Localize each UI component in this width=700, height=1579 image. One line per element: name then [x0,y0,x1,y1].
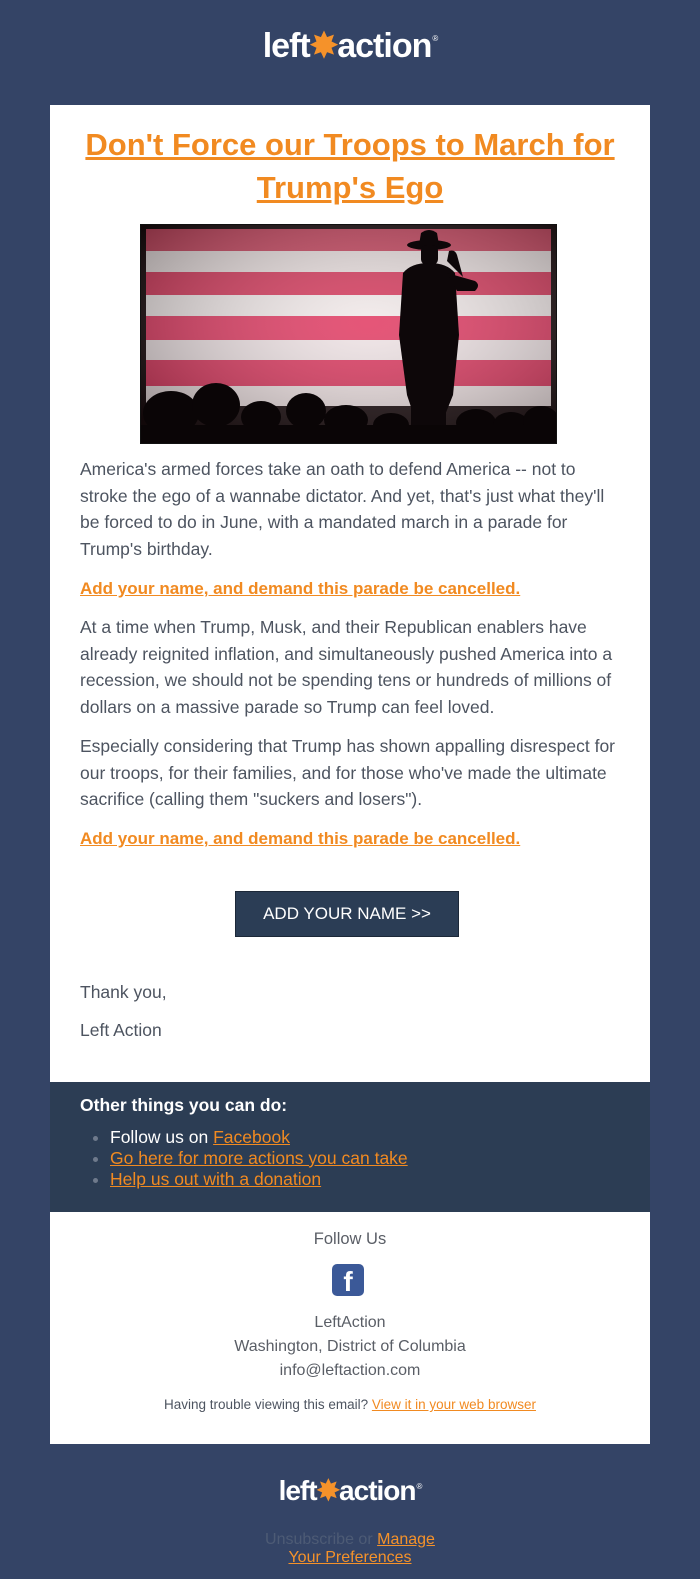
other-actions-panel [50,1082,650,1213]
facebook-icon[interactable]: f [332,1264,364,1296]
cta-link-bottom[interactable]: Add your name, and demand this parade be cancelled. [80,829,521,848]
logo-left-text: left [262,27,310,65]
logo-right-text: action [337,27,432,65]
paragraph-intro: America's armed forces take an oath to defend America -- not to stroke the ego of a wannabe dictator. And yet, that's just what they'll be forced to do in June, with a mandated march in a parade for Trump's birthday. [80,459,605,559]
soldier-salute-image [141,225,556,443]
leftaction-logo-footer [0,1474,700,1507]
list-item-donate [110,1169,408,1190]
list-item-follow [110,1127,408,1148]
view-in-browser-link[interactable]: View it in your web browser [371,1397,536,1412]
hero-image [140,224,557,444]
add-your-name-button[interactable]: ADD YOUR NAME >> [235,891,459,937]
thank-you-text: Thank you, [80,982,167,1002]
preferences-link[interactable]: Your Preferences [288,1549,412,1566]
leftaction-logo [0,26,700,66]
follow-us-label: Follow Us [313,1230,387,1248]
unsubscribe-text[interactable]: Unsubscribe [265,1531,354,1548]
registered-mark: ® [416,1482,422,1491]
org-name: LeftAction [314,1314,386,1331]
more-actions-link[interactable]: Go here for more actions you can take [110,1148,408,1168]
logo-star-icon: ✸ [316,1475,340,1506]
facebook-link[interactable]: Facebook [213,1127,290,1147]
other-actions-heading: Other things you can do: [80,1095,288,1115]
signature-text: Left Action [80,1020,162,1040]
cta-link-top[interactable]: Add your name, and demand this parade be cancelled. [80,579,521,598]
trouble-text: Having trouble viewing this email? [164,1397,372,1412]
other-actions-list [90,1127,408,1190]
registered-mark: ® [432,34,438,43]
paragraph-inflation: At a time when Trump, Musk, and their Republican enablers have already reignited inflation, and simultaneously pushed America into a recession, we should not be spending tens or hundreds of millions of dollars on a massive parade so Trump can feel loved. [80,617,613,717]
trouble-viewing [50,1397,650,1412]
logo-star-icon: ✸ [309,27,338,65]
manage-link[interactable]: Manage [377,1531,435,1548]
donation-link[interactable]: Help us out with a donation [110,1169,322,1189]
footer-panel [50,1212,650,1444]
org-location: Washington, District of Columbia [234,1338,466,1355]
unsubscribe-block [0,1531,700,1567]
follow-prefix-text: Follow us on [110,1127,214,1147]
list-item-actions [110,1148,408,1169]
logo-left-text: left [278,1475,317,1506]
logo-right-text: action [339,1475,416,1506]
org-email: info@leftaction.com [279,1362,421,1379]
paragraph-disrespect: Especially considering that Trump has shown appalling disrespect for our troops, for their families, and for those who've made the ultimate sacrifice (calling them "suckers and losers"). [80,736,616,809]
or-text: or [353,1531,378,1548]
email-title[interactable]: Don't Force our Troops to March for Trump's Ego [85,127,615,205]
email-card [50,105,650,1089]
